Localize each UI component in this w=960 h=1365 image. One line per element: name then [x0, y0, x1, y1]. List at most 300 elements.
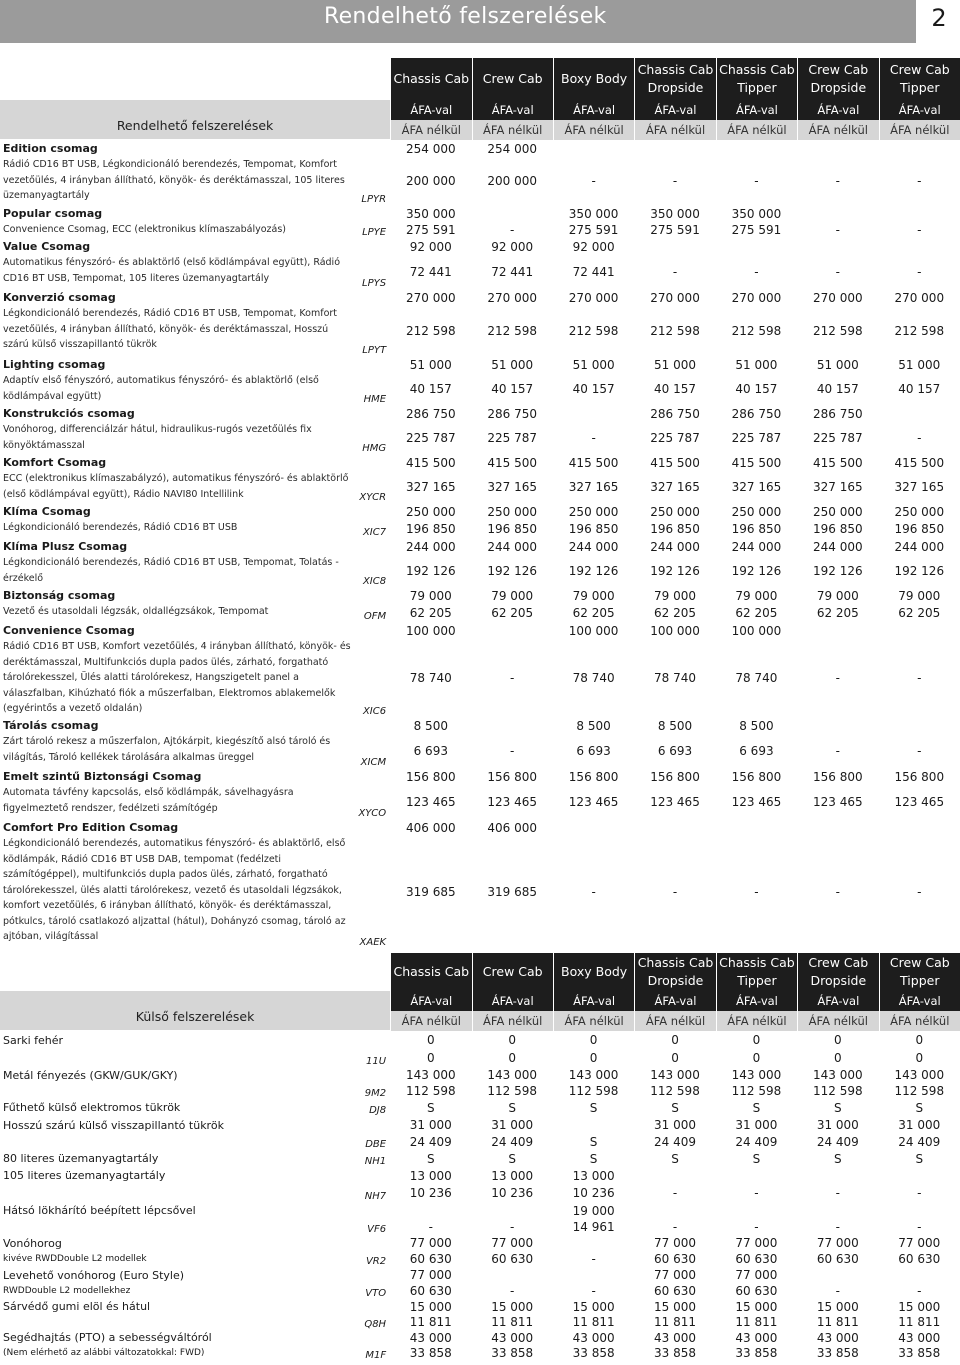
price-without-vat: 319 685 [405, 885, 456, 899]
model-name-line: Tipper [900, 80, 940, 95]
option-code: XIC6 [362, 706, 387, 717]
model-header-1 [472, 58, 553, 100]
price-with-vat: 286 750 [650, 406, 700, 421]
price-without-vat: 192 126 [487, 564, 538, 578]
price-without-vat: - [510, 744, 515, 758]
price-without-vat: 60 630 [735, 1252, 778, 1266]
model-header-0 [390, 58, 471, 100]
price-with-vat: 286 750 [405, 406, 456, 421]
price-with-vat: 250 000 [731, 504, 782, 519]
price-with-vat: 77 000 [735, 1236, 778, 1250]
price-with-vat: 143 000 [405, 1068, 456, 1082]
exterior-option-name: Vonóhorog [3, 1236, 62, 1250]
group-description: Rádió CD16 BT USB, Komfort vezetőülés, 4 irányban állítható, könyök- és deréktámasszal, Multifunkciós dupla pados ülés, zárható, forgatható tárolórekesszel, Ülés alatti tárolórekesz, Hangszigetelt panel a válaszfalban, Kihúzható fiók a műszerfalban, Elektromos ablakemelők (egyérintős a vezető oldalán) [3, 641, 351, 714]
price-without-vat: 196 850 [405, 522, 456, 536]
price-with-vat: 100 000 [405, 623, 456, 638]
price-with-vat: 100 000 [568, 623, 619, 638]
price-with-vat: 350 000 [568, 206, 619, 221]
model-name-line: Dropside [647, 80, 704, 95]
option-code: XYCO [358, 808, 387, 819]
section-title: Külső felszerelések [0, 991, 390, 1031]
price-without-vat: - [754, 1220, 759, 1234]
model-name-line: Crew Cab [808, 62, 869, 77]
price-with-vat: 15 000 [735, 1299, 778, 1314]
afa-nelkul-header: ÁFA nélkül [472, 1011, 553, 1031]
price-without-vat: 60 630 [735, 1284, 778, 1298]
price-with-vat [634, 238, 715, 255]
afa-nelkul-header: ÁFA nélkül [716, 1011, 797, 1031]
price-without-vat: 275 591 [568, 223, 619, 237]
model-name-line: Chassis Cab [637, 62, 714, 77]
price-without-vat: - [591, 1284, 596, 1298]
price-with-vat: 156 800 [731, 769, 782, 784]
price-without-vat: 112 598 [568, 1084, 619, 1098]
price-with-vat: 8 500 [739, 718, 774, 733]
price-with-vat: 250 000 [894, 504, 945, 519]
price-without-vat: 78 740 [409, 671, 452, 685]
price-without-vat: - [917, 1220, 922, 1234]
price-with-vat: 143 000 [568, 1068, 619, 1082]
model-header-3 [634, 58, 715, 100]
price-with-vat: S [589, 1100, 598, 1115]
price-without-vat: 123 465 [650, 795, 700, 809]
price-with-vat: 270 000 [813, 290, 863, 305]
price-with-vat: 51 000 [735, 357, 778, 372]
price-with-vat [472, 205, 553, 222]
price-with-vat: 0 [589, 1033, 598, 1047]
price-with-vat: 156 800 [894, 769, 945, 784]
price-with-vat: 43 000 [735, 1330, 778, 1345]
price-with-vat [553, 1267, 634, 1283]
price-with-vat [879, 717, 960, 734]
price-without-vat: 123 465 [487, 795, 538, 809]
option-code: HME [363, 394, 387, 405]
price-with-vat: 406 000 [405, 820, 456, 835]
price-without-vat: 275 591 [731, 223, 782, 237]
price-with-vat [634, 1167, 715, 1184]
price-without-vat: 196 850 [568, 522, 619, 536]
price-with-vat: 156 800 [487, 769, 538, 784]
price-without-vat: 327 165 [650, 480, 700, 494]
group-name: Biztonság csomag [3, 589, 116, 602]
model-header-6 [879, 58, 960, 100]
price-without-vat: - [428, 1220, 433, 1234]
price-without-vat: - [672, 885, 678, 899]
price-with-vat [797, 1202, 878, 1219]
price-with-vat: 13 000 [491, 1168, 534, 1183]
price-without-vat: - [754, 265, 759, 279]
price-without-vat: 327 165 [813, 480, 863, 494]
price-with-vat [472, 717, 553, 734]
exterior-option-name: 80 literes üzemanyagtartály [3, 1152, 159, 1165]
price-with-vat: 51 000 [654, 357, 697, 372]
afa-nelkul-header: ÁFA nélkül [634, 1011, 715, 1031]
price-without-vat: 0 [589, 1051, 598, 1065]
group-description: Vezető és utasoldali légzsák, oldallégzsákok, Tempomat [3, 606, 269, 617]
price-without-vat: 225 787 [487, 431, 538, 445]
price-without-vat: 60 630 [898, 1252, 941, 1266]
afa-val-header: ÁFA-val [797, 991, 878, 1011]
price-with-vat [879, 819, 960, 836]
price-with-vat: 15 000 [409, 1299, 452, 1314]
price-with-vat: 15 000 [898, 1299, 941, 1314]
price-without-vat: 33 858 [735, 1346, 778, 1360]
price-with-vat: 77 000 [735, 1268, 778, 1282]
price-with-vat: 77 000 [654, 1236, 697, 1250]
price-without-vat: 24 409 [409, 1135, 452, 1149]
price-without-vat: 24 409 [898, 1135, 941, 1149]
price-without-vat: 33 858 [491, 1346, 534, 1360]
exterior-option-name: Sarki fehér [3, 1033, 64, 1047]
price-without-vat: 6 693 [576, 744, 611, 758]
price-without-vat: 78 740 [735, 671, 778, 685]
price-without-vat: - [835, 223, 840, 237]
price-without-vat: 200 000 [405, 174, 456, 188]
price-with-vat: 143 000 [487, 1068, 538, 1082]
price-without-vat: 60 630 [491, 1252, 534, 1266]
price-without-vat: 196 850 [813, 522, 863, 536]
price-without-vat: - [835, 174, 840, 188]
price-with-vat: 8 500 [413, 718, 448, 733]
price-without-vat: 0 [915, 1051, 924, 1065]
price-without-vat: 24 409 [735, 1135, 778, 1149]
title-bar [0, 0, 960, 43]
price-with-vat: 15 000 [572, 1299, 615, 1314]
price-without-vat: - [591, 174, 596, 188]
price-with-vat [879, 140, 960, 157]
price-with-vat: 92 000 [409, 239, 452, 254]
price-without-vat: - [672, 1186, 678, 1200]
price-without-vat: - [917, 223, 922, 237]
price-with-vat: 250 000 [650, 504, 700, 519]
price-without-vat: 192 126 [650, 564, 700, 578]
price-with-vat: 156 800 [650, 769, 700, 784]
price-with-vat: 100 000 [650, 623, 700, 638]
price-without-vat: 72 441 [409, 265, 452, 279]
exterior-option-name: Fűthető külső elektromos tükrök [3, 1101, 181, 1114]
group-description: Adaptív első fényszóró, automatikus fényszóró- és ablaktörlő (első ködlámpával együtt) [3, 375, 319, 402]
group-name: Konverzió csomag [3, 291, 116, 304]
price-with-vat: 31 000 [409, 1118, 452, 1132]
model-header-4 [716, 58, 797, 100]
price-with-vat [716, 140, 797, 157]
model-name-line: Dropside [647, 973, 704, 988]
price-without-vat: 60 630 [409, 1284, 452, 1298]
price-without-vat: 212 598 [650, 324, 700, 338]
price-without-vat: 33 858 [654, 1346, 697, 1360]
price-with-vat: S [752, 1151, 761, 1166]
price-with-vat: 13 000 [572, 1168, 615, 1183]
exterior-option-name: 105 literes üzemanyagtartály [3, 1169, 166, 1182]
price-without-vat: 123 465 [813, 795, 863, 809]
price-with-vat: 77 000 [491, 1236, 534, 1250]
price-with-vat [716, 238, 797, 255]
price-with-vat [797, 205, 878, 222]
option-code: OFM [363, 611, 387, 622]
price-with-vat: 143 000 [731, 1068, 782, 1082]
group-description: Vonóhorog, differenciálzár hátul, hidraulikus-rugós vezetőülés fix könyöktámasszal [3, 424, 312, 451]
price-without-vat: 275 591 [405, 223, 456, 237]
price-without-vat: 11 811 [572, 1315, 615, 1329]
page-title: Rendelhető felszerelések [324, 4, 607, 29]
price-with-vat: S [834, 1100, 842, 1115]
price-without-vat: - [510, 1284, 515, 1298]
price-with-vat: 143 000 [813, 1068, 863, 1082]
afa-val-header: ÁFA-val [879, 100, 960, 120]
price-with-vat: 350 000 [405, 206, 456, 221]
price-without-vat: 6 693 [657, 744, 693, 758]
price-with-vat: 92 000 [572, 239, 615, 254]
afa-val-header: ÁFA-val [553, 991, 634, 1011]
header-blank-cell [0, 953, 390, 991]
price-with-vat: 0 [508, 1033, 517, 1047]
price-without-vat: 112 598 [405, 1084, 456, 1098]
page-number: 2 [931, 4, 947, 32]
price-without-vat: 62 205 [572, 606, 615, 620]
afa-nelkul-header: ÁFA nélkül [797, 120, 878, 140]
option-code: LPYT [362, 345, 387, 356]
price-with-vat: 156 800 [405, 769, 456, 784]
price-with-vat: 250 000 [813, 504, 863, 519]
group-name: Popular csomag [3, 207, 103, 220]
price-with-vat: 270 000 [731, 290, 782, 305]
price-without-vat: 192 126 [731, 564, 782, 578]
price-with-vat: 270 000 [568, 290, 619, 305]
price-without-vat: - [835, 1186, 840, 1200]
price-with-vat [797, 717, 878, 734]
price-without-vat: - [917, 265, 922, 279]
price-with-vat: 244 000 [813, 539, 863, 554]
afa-nelkul-header: ÁFA nélkül [634, 120, 715, 140]
price-with-vat [797, 1267, 878, 1283]
afa-val-header: ÁFA-val [390, 100, 471, 120]
price-with-vat [390, 1202, 471, 1219]
group-description: Légkondicionáló berendezés, automatikus fényszóró- és ablaktörlő, első ködlámpák, Rádió CD16 BT USB DAB, tempomat (fedélzeti számítógéppel), multifunkciós dupla pados ülés, zárható, forgatható tárolórekesszel, ülés alatti tárolórekesz, vezető és utasoldali légzsákok, komfort vezetőülés, 6 irányban állítható, könyök- és deréktámasszal, pótkulcs, tároló csatlakozó aljzattal (hátul), Dohányzó csomag, tároló az ajtóban, világítással [3, 838, 346, 942]
price-with-vat: 244 000 [650, 539, 700, 554]
group-name: Klíma Csomag [3, 505, 91, 518]
exterior-option-name: Metál fényezés (GKW/GUK/GKY) [3, 1068, 178, 1082]
price-with-vat: S [752, 1100, 761, 1115]
price-without-vat: 11 811 [735, 1315, 778, 1329]
price-with-vat: 92 000 [491, 239, 534, 254]
price-with-vat [797, 238, 878, 255]
price-without-vat: 112 598 [487, 1084, 538, 1098]
price-without-vat: 62 205 [409, 606, 452, 620]
group-name: Komfort Csomag [3, 456, 107, 469]
price-without-vat: 10 236 [572, 1186, 615, 1200]
price-with-vat: S [915, 1100, 924, 1115]
afa-val-header: ÁFA-val [797, 100, 878, 120]
option-code: Q8H [364, 1319, 387, 1330]
price-without-vat: 123 465 [568, 795, 619, 809]
afa-nelkul-header: ÁFA nélkül [390, 120, 471, 140]
price-without-vat: - [835, 744, 840, 758]
price-without-vat: - [591, 1252, 596, 1266]
price-with-vat [634, 819, 715, 836]
exterior-option-note: (Nem elérhető az alábbi változatokkal: FWD) [3, 1348, 205, 1358]
model-name-line: Tipper [737, 973, 777, 988]
price-without-vat: 14 961 [572, 1220, 615, 1234]
price-without-vat: 112 598 [650, 1084, 700, 1098]
group-name: Value Csomag [3, 240, 91, 253]
price-with-vat: 350 000 [650, 206, 700, 221]
model-header-3 [634, 953, 715, 991]
afa-nelkul-header: ÁFA nélkül [797, 1011, 878, 1031]
price-with-vat [472, 1267, 553, 1283]
price-with-vat: 8 500 [576, 718, 611, 733]
model-name-line: Chassis Cab [393, 71, 470, 86]
option-code: XIC7 [362, 527, 387, 538]
price-without-vat: 196 850 [894, 522, 945, 536]
option-code: HMG [362, 443, 387, 454]
price-with-vat [879, 238, 960, 255]
price-with-vat: 406 000 [487, 820, 538, 835]
exterior-option-name: Hátsó lökhárító beépített lépcsővel [3, 1204, 196, 1217]
price-with-vat: 415 500 [731, 455, 782, 470]
price-with-vat: 43 000 [491, 1330, 534, 1345]
price-with-vat: 350 000 [731, 206, 782, 221]
model-name-line: Chassis Cab [719, 62, 795, 77]
price-with-vat: 244 000 [405, 539, 456, 554]
model-name-line: Chassis Cab [637, 955, 714, 970]
price-with-vat: 79 000 [572, 588, 615, 603]
model-header-4 [716, 953, 797, 991]
price-without-vat: - [591, 431, 596, 445]
price-with-vat [879, 1267, 960, 1283]
price-with-vat: 51 000 [816, 357, 859, 372]
price-with-vat: 415 500 [568, 455, 619, 470]
price-with-vat [797, 140, 878, 157]
exterior-option-note [0, 1083, 352, 1099]
price-with-vat: 250 000 [487, 504, 538, 519]
price-without-vat: - [510, 223, 515, 237]
price-without-vat: 123 465 [405, 795, 456, 809]
price-with-vat [879, 622, 960, 639]
model-name-line: Dropside [810, 973, 867, 988]
price-with-vat: 156 800 [568, 769, 619, 784]
price-with-vat [879, 1167, 960, 1184]
price-without-vat: 123 465 [731, 795, 782, 809]
price-with-vat: 270 000 [487, 290, 538, 305]
price-without-vat: 123 465 [894, 795, 945, 809]
price-without-vat: - [754, 1186, 759, 1200]
price-with-vat [716, 1202, 797, 1219]
price-with-vat: 77 000 [654, 1268, 697, 1282]
afa-val-header: ÁFA-val [634, 100, 715, 120]
price-without-vat: 319 685 [487, 885, 538, 899]
price-without-vat: 62 205 [898, 606, 941, 620]
afa-nelkul-header: ÁFA nélkül [472, 120, 553, 140]
price-with-vat [472, 1202, 553, 1219]
price-without-vat: 225 787 [650, 431, 700, 445]
price-with-vat: 143 000 [650, 1068, 700, 1082]
group-description: ECC (elektronikus klímaszabályzó), automatikus fényszóró- és ablaktörlő (első ködlámpával együtt), Rádio NAVI80 Intellilink [3, 473, 349, 500]
price-without-vat: 40 157 [572, 382, 615, 396]
price-without-vat: 60 630 [816, 1252, 859, 1266]
price-without-vat: 6 693 [739, 744, 774, 758]
price-with-vat [634, 140, 715, 157]
price-without-vat: - [835, 1220, 840, 1234]
price-with-vat [716, 1167, 797, 1184]
group-description: Automata távfény kapcsolás, első ködlámpák, sávelhagyásra figyelmeztető rendszer, fedélzeti számítógép [3, 787, 294, 814]
price-with-vat: 51 000 [409, 357, 452, 372]
price-with-vat [553, 1116, 634, 1134]
price-without-vat: - [917, 744, 922, 758]
price-with-vat: 270 000 [650, 290, 700, 305]
price-with-vat: 415 500 [405, 455, 456, 470]
equipment-table [0, 58, 960, 948]
model-name-line: Chassis Cab [393, 964, 470, 979]
price-without-vat: - [754, 885, 759, 899]
exterior-option-note [0, 1314, 352, 1330]
option-code: DJ8 [369, 1105, 387, 1116]
price-with-vat: 31 000 [654, 1118, 697, 1132]
price-without-vat: 327 165 [405, 480, 456, 494]
price-with-vat: 77 000 [409, 1268, 452, 1282]
price-without-vat: - [917, 671, 922, 685]
price-with-vat: 43 000 [572, 1330, 615, 1345]
price-without-vat: 40 157 [409, 382, 452, 396]
model-name-line: Crew Cab [482, 71, 543, 86]
price-with-vat: 0 [426, 1033, 435, 1047]
price-with-vat: 244 000 [568, 539, 619, 554]
price-with-vat: 79 000 [735, 588, 778, 603]
price-without-vat: 60 630 [409, 1252, 452, 1266]
afa-val-header: ÁFA-val [716, 991, 797, 1011]
price-with-vat: 286 750 [487, 406, 538, 421]
price-with-vat: 31 000 [898, 1118, 941, 1132]
price-without-vat: 60 630 [654, 1252, 697, 1266]
price-without-vat: - [917, 1284, 922, 1298]
price-with-vat: 250 000 [568, 504, 619, 519]
price-without-vat: - [672, 174, 678, 188]
price-with-vat: S [426, 1100, 435, 1115]
price-with-vat: S [834, 1151, 842, 1166]
price-without-vat: - [510, 671, 515, 685]
price-without-vat: 212 598 [813, 324, 863, 338]
price-with-vat [472, 622, 553, 639]
price-with-vat: 0 [671, 1033, 679, 1047]
price-without-vat: 33 858 [409, 1346, 452, 1360]
section-title: Rendelhető felszerelések [0, 100, 390, 140]
model-header-6 [879, 953, 960, 991]
price-without-vat: 212 598 [568, 324, 619, 338]
price-with-vat: 77 000 [816, 1236, 859, 1250]
price-without-vat: 0 [671, 1051, 679, 1065]
price-without-vat: 33 858 [816, 1346, 859, 1360]
price-without-vat: 196 850 [487, 522, 538, 536]
afa-nelkul-header: ÁFA nélkül [390, 1011, 471, 1031]
price-without-vat: 112 598 [813, 1084, 863, 1098]
option-code: VF6 [367, 1224, 387, 1235]
option-code: VR2 [365, 1256, 387, 1267]
price-without-vat: 72 441 [572, 265, 615, 279]
option-code: 9M2 [364, 1088, 387, 1099]
price-without-vat: 11 811 [654, 1315, 697, 1329]
price-without-vat: 40 157 [735, 382, 778, 396]
price-with-vat: 250 000 [405, 504, 456, 519]
option-code: LPYE [362, 227, 387, 238]
price-with-vat: 270 000 [405, 290, 456, 305]
afa-val-header: ÁFA-val [472, 991, 553, 1011]
price-with-vat: 286 750 [813, 406, 863, 421]
price-without-vat: - [510, 1220, 515, 1234]
price-with-vat: 43 000 [654, 1330, 697, 1345]
price-with-vat: 15 000 [654, 1299, 697, 1314]
price-without-vat: - [835, 265, 840, 279]
afa-nelkul-header: ÁFA nélkül [879, 120, 960, 140]
price-without-vat: 212 598 [487, 324, 538, 338]
